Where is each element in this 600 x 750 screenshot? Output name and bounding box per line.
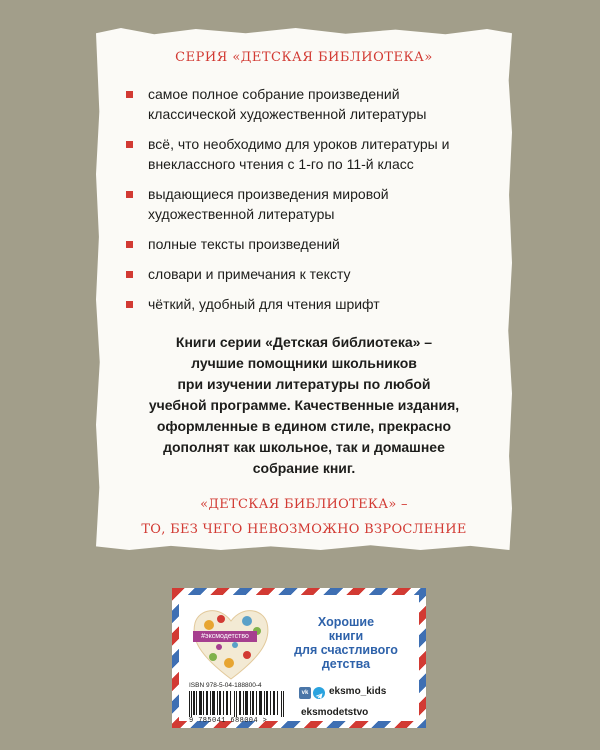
feature-item bbox=[126, 184, 466, 224]
series-slogan: «ДЕТСКАЯ БИБЛИОТЕКА» – ТО, БЕЗ ЧЕГО НЕВОЗМОЖНО ВЗРОСЛЕНИЕ bbox=[141, 497, 467, 537]
barcode-number: 9 785041 688004 > bbox=[189, 717, 268, 725]
feature-text: самое полное собрание произведений классической художественной литературы bbox=[148, 86, 427, 122]
social-handle-detstvo: eksmodetstvo bbox=[301, 707, 369, 718]
bullet-icon bbox=[126, 141, 133, 148]
envelope-tagline: Хорошие книги для счастливого детства bbox=[294, 615, 398, 671]
series-description: Книги серии «Детская библиотека» – лучшие помощники школьников при изучении литературы по любой учебной программе. Качественные издания, оформленные в едином стиле, прекрасно дополнят как школьное, так и домашнее собрание книг. bbox=[148, 334, 460, 476]
feature-text: словари и примечания к тексту bbox=[148, 266, 351, 282]
feature-item bbox=[126, 84, 466, 124]
bullet-icon bbox=[126, 241, 133, 248]
bullet-icon bbox=[126, 271, 133, 278]
vk-icon: vk bbox=[299, 687, 311, 699]
social-handle-kids: eksmo_kids bbox=[329, 686, 387, 697]
isbn-text: ISBN 978-5-04-188800-4 bbox=[189, 682, 262, 689]
feature-list bbox=[126, 84, 466, 324]
bullet-icon bbox=[126, 301, 133, 308]
feature-item bbox=[126, 264, 466, 284]
feature-text: выдающиеся произведения мировой художественной литературы bbox=[148, 186, 389, 222]
envelope-card bbox=[179, 595, 419, 725]
feature-item bbox=[126, 294, 466, 314]
hashtag-label: #эксмодетство bbox=[193, 631, 257, 642]
barcode bbox=[189, 691, 285, 717]
bullet-icon bbox=[126, 91, 133, 98]
bullet-icon bbox=[126, 191, 133, 198]
feature-text: всё, что необходимо для уроков литературы и внеклассного чтения с 1-го по 11-й класс bbox=[148, 136, 450, 172]
feature-item bbox=[126, 134, 466, 174]
heart-illustration bbox=[189, 603, 273, 681]
feature-text: полные тексты произведений bbox=[148, 236, 340, 252]
series-title: СЕРИЯ «ДЕТСКАЯ БИБЛИОТЕКА» bbox=[175, 50, 433, 65]
envelope-frame bbox=[172, 588, 426, 728]
feature-text: чёткий, удобный для чтения шрифт bbox=[148, 296, 380, 312]
feature-item bbox=[126, 234, 466, 254]
telegram-icon bbox=[313, 687, 325, 699]
